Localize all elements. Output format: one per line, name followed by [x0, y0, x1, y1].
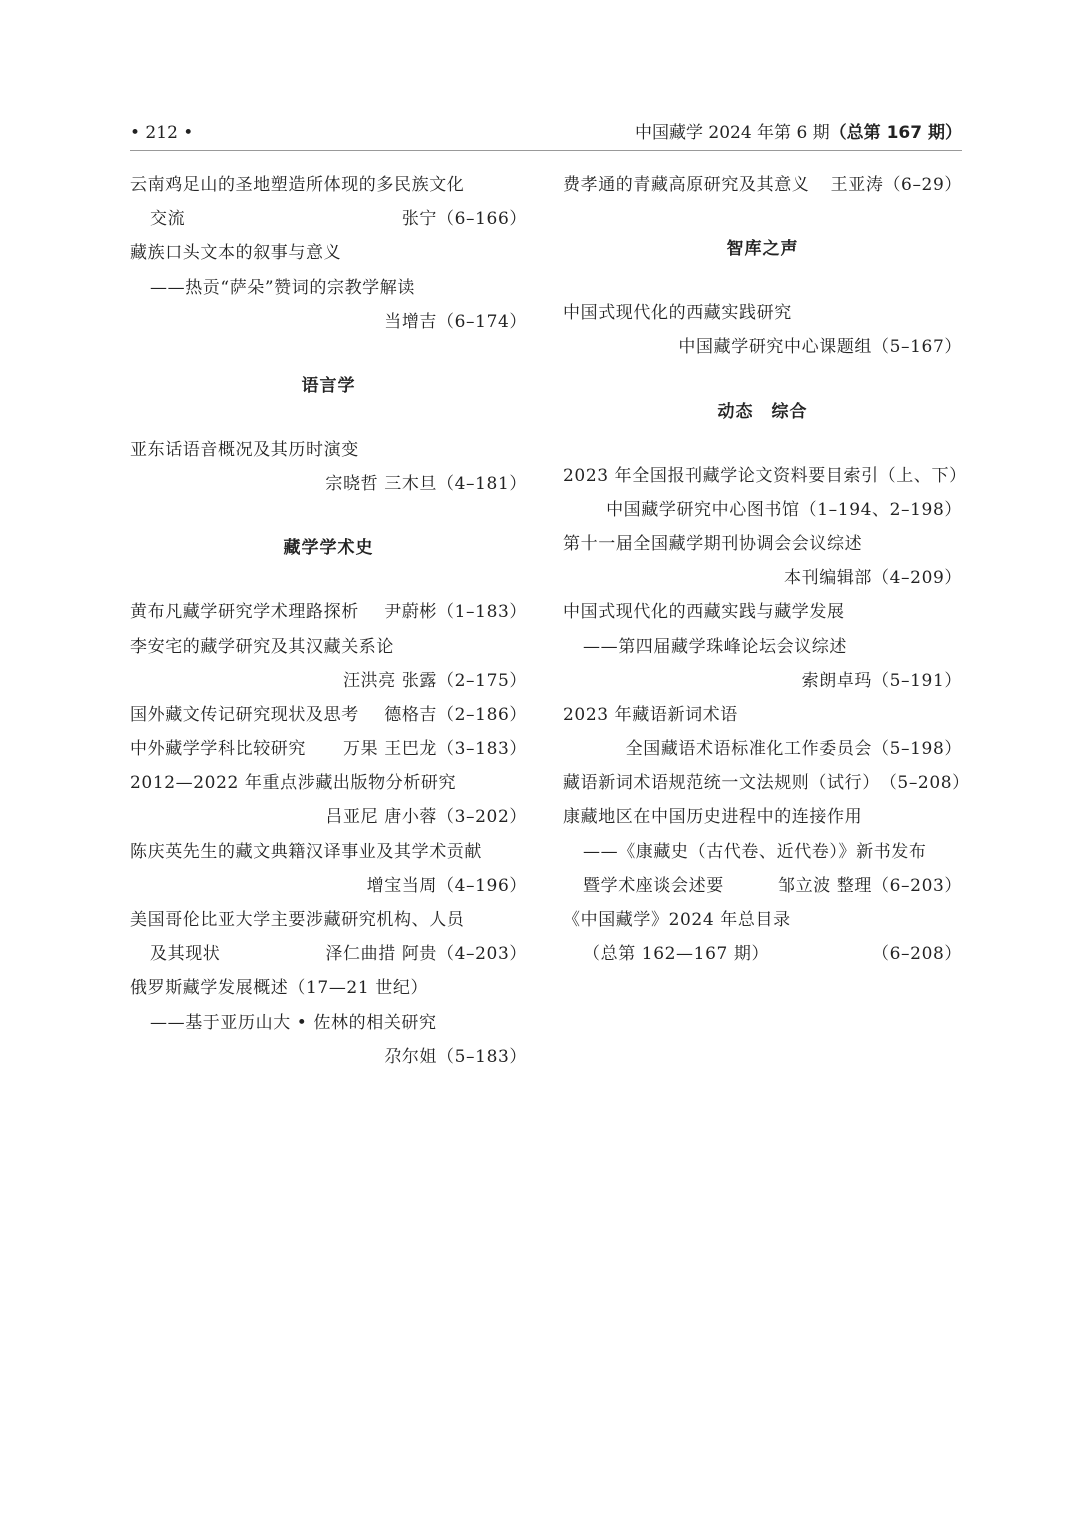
toc-entry	[130, 835, 527, 903]
entry-citation: 尹蔚彬（1–183）	[384, 602, 527, 623]
page-number: • 212 •	[130, 123, 194, 143]
entry-title: 中国式现代化的西藏实践研究	[563, 303, 792, 324]
entry-title: 2023 年藏语新词术语	[563, 704, 738, 725]
entry-title-cont: 及其现状	[150, 944, 221, 965]
entry-line	[563, 937, 962, 971]
entry-title: 国外藏文传记研究现状及思考	[130, 704, 359, 725]
entry-title: 《中国藏学》2024 年总目录	[563, 910, 791, 930]
spacer	[130, 565, 527, 595]
toc-entry	[563, 766, 970, 800]
entry-citation: 全国藏语术语标准化工作委员会（5–198）	[625, 739, 962, 760]
entry-citation: 泽仁曲措 阿贵（4–203）	[325, 944, 527, 965]
entry-title: 第十一届全国藏学期刊协调会会议综述	[563, 533, 863, 554]
toc-entry	[563, 168, 962, 202]
left-column	[130, 168, 527, 1074]
entry-title-cont: 交流	[150, 209, 186, 230]
toc-entry	[130, 903, 527, 971]
entry-citation: 中国藏学研究中心图书馆（1–194、2–198）	[606, 499, 962, 520]
toc-entry	[563, 800, 962, 903]
header-rule	[130, 150, 962, 151]
toc-entry	[563, 698, 962, 766]
entry-title: 费孝通的青藏高原研究及其意义	[563, 175, 810, 195]
entry-title: 中国式现代化的西藏实践与藏学发展	[563, 602, 845, 623]
toc-entry	[130, 168, 527, 236]
entry-citation: 万果 王巴龙（3–183）	[343, 739, 527, 760]
toc-entry	[130, 236, 527, 339]
entry-line	[130, 937, 527, 971]
section-heading-thinktank: 智库之声	[726, 239, 799, 260]
spacer	[563, 202, 962, 232]
spacer	[130, 403, 527, 433]
entry-citation: 汪洪亮 张露（2–175）	[343, 670, 527, 691]
toc-entry	[130, 766, 527, 834]
entry-title: 中外藏学学科比较研究	[130, 739, 306, 760]
entry-title: 陈庆英先生的藏文典籍汉译事业及其学术贡献	[130, 841, 482, 862]
entry-citation: 德格吉（2–186）	[384, 704, 527, 725]
entry-subtitle-cont: 暨学术座谈会述要	[583, 875, 724, 896]
entry-citation: 增宝当周（4–196）	[366, 875, 527, 896]
spacer	[563, 429, 962, 459]
entry-title: 康藏地区在中国历史进程中的连接作用	[563, 807, 863, 828]
entry-citation: （5–208）	[879, 773, 970, 794]
toc-entry	[563, 296, 962, 364]
entry-citation: （6–208）	[872, 944, 962, 965]
entry-citation: 本刊编辑部（4–209）	[784, 568, 962, 589]
entry-subtitle: ——基于亚历山大 • 佐林的相关研究	[150, 1012, 437, 1033]
entry-line	[563, 869, 962, 903]
entry-title: 2023 年全国报刊藏学论文资料要目索引（上、下）	[563, 465, 967, 486]
entry-title: 藏语新词术语规范统一文法规则（试行）	[563, 773, 880, 794]
spacer	[563, 365, 962, 395]
toc-entry	[130, 630, 527, 698]
section-heading-linguistics: 语言学	[301, 375, 356, 396]
entry-title: 美国哥伦比亚大学主要涉藏研究机构、人员	[130, 910, 465, 930]
toc-entry	[563, 459, 967, 527]
section-heading-history: 藏学学术史	[283, 538, 374, 559]
entry-line	[130, 202, 527, 236]
entry-citation: 邹立波 整理（6–203）	[778, 875, 962, 896]
right-column	[563, 168, 970, 971]
journal-issue	[635, 120, 962, 146]
entry-subtitle: （总第 162—167 期）	[583, 944, 770, 965]
running-header	[130, 120, 962, 148]
entry-title: 李安宅的藏学研究及其汉藏关系论	[130, 636, 394, 657]
entry-citation: 索朗卓玛（5–191）	[801, 670, 962, 691]
entry-citation: 尕尔姐（5–183）	[384, 1046, 527, 1067]
toc-entry	[563, 595, 962, 698]
entry-subtitle: ——第四届藏学珠峰论坛会议综述	[583, 636, 847, 657]
toc-entry	[130, 433, 527, 501]
entry-title: 黄布凡藏学研究学术理路探析	[130, 602, 359, 623]
entry-citation: 张宁（6–166）	[401, 209, 527, 230]
spacer	[563, 266, 962, 296]
toc-entry	[563, 903, 962, 971]
toc-entry	[130, 698, 527, 732]
entry-title: 亚东话语音概况及其历时演变	[130, 439, 359, 460]
entry-subtitle: ——《康藏史（古代卷、近代卷）》新书发布	[583, 841, 927, 862]
spacer	[130, 339, 527, 369]
entry-title: 俄罗斯藏学发展概述（17—21 世纪）	[130, 978, 429, 999]
toc-entry	[130, 732, 527, 766]
entry-citation: 吕亚尼 唐小蓉（3–202）	[325, 807, 527, 828]
journal-name: 中国藏学 2024 年第 6 期	[634, 123, 830, 143]
spacer	[130, 501, 527, 531]
entry-citation: 中国藏学研究中心课题组（5–167）	[678, 337, 962, 358]
entry-title: 藏族口头文本的叙事与意义	[130, 243, 342, 264]
entry-subtitle: ——热贡“萨朵”赞词的宗教学解读	[150, 277, 415, 298]
entry-title: 云南鸡足山的圣地塑造所体现的多民族文化	[130, 175, 465, 195]
entry-citation: 宗晓哲 三木旦（4–181）	[325, 474, 527, 495]
section-heading-news: 动态 综合	[717, 401, 808, 422]
entry-title: 2012—2022 年重点涉藏出版物分析研究	[130, 773, 457, 794]
toc-entry	[563, 527, 962, 595]
entry-citation: 当增吉（6–174）	[384, 311, 527, 332]
entry-citation: 王亚涛（6–29）	[830, 175, 962, 195]
issue-total: （总第 167 期）	[829, 123, 962, 143]
toc-entry	[130, 595, 527, 629]
toc-entry	[130, 971, 527, 1074]
